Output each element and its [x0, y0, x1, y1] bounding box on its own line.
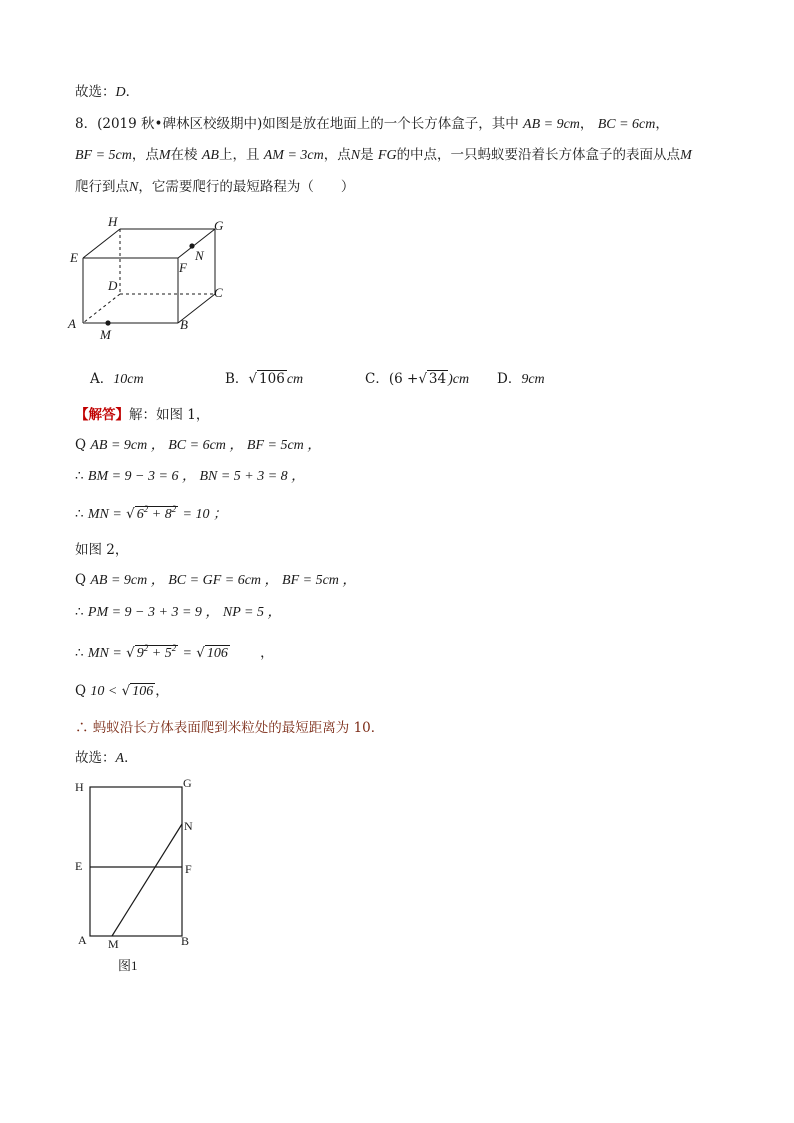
label-g: G	[214, 218, 224, 233]
net-label-e: E	[75, 859, 83, 873]
edge-da	[83, 294, 120, 323]
label-d: D	[108, 278, 118, 293]
edge-eh	[83, 229, 120, 258]
solution-answer: 故选：A．	[75, 750, 138, 766]
label-h: H	[108, 214, 118, 229]
option-c: C．(6 +√ 34 )cm	[365, 371, 470, 387]
problem-line-1: 8．(2019 秋•碑林区校级期中)如图是放在地面上的一个长方体盒子，其中 AB = 9cm， BC = 6cm，	[75, 116, 669, 132]
solution-fig2-step: ∴ PM = 9 − 3 + 3 = 9 ， NP = 5 ，	[75, 604, 282, 620]
point-m	[105, 320, 110, 325]
option-a: A．10cm	[90, 371, 144, 387]
solution-conclusion: ∴ 蚂蚁沿长方体表面爬到米粒处的最短距离为 10．	[75, 720, 385, 736]
solution-heading: 【解答】解：如图 1，	[75, 407, 210, 423]
net-label-a: A	[78, 933, 87, 947]
net-label-n: N	[184, 819, 193, 833]
net-label-b: B	[181, 934, 190, 948]
net-label-f: F	[185, 862, 192, 876]
solution-fig2-given: Q AB = 9cm ， BC = GF = 6cm ， BF = 5cm ，	[75, 572, 357, 588]
label-e: E	[70, 250, 78, 265]
net-label-m: M	[108, 937, 119, 951]
net-label-g: G	[183, 776, 192, 790]
box-figure	[62, 210, 242, 350]
label-b: B	[180, 317, 188, 332]
previous-answer: 故选：D．	[75, 84, 140, 100]
net-caption: 图1	[118, 958, 138, 973]
point-n	[189, 243, 194, 248]
problem-line-3: 爬行到点N，它需要爬行的最短路程为（ ）	[75, 179, 355, 195]
label-n: N	[195, 248, 204, 263]
net-rectangle	[90, 787, 182, 936]
net-figure	[72, 775, 212, 980]
solution-fig1-mn: ∴ MN = √ $6^2 + 8^2 = 10$ ；	[75, 504, 227, 522]
solution-fig1-given: Q AB = 9cm ， BC = 6cm ， BF = 5cm ，	[75, 437, 322, 453]
net-label-h: H	[75, 780, 84, 794]
label-a: A	[68, 316, 76, 331]
option-d: D．9cm	[497, 371, 545, 387]
label-f: F	[179, 260, 187, 275]
solution-fig2-mn: ∴ MN = √ $9^2 + 5^2$ = √ 106 ，	[75, 643, 274, 661]
solution-fig1-step: ∴ BM = 9 − 3 = 6 ， BN = 5 + 3 = 8 ，	[75, 468, 306, 484]
label-m: M	[100, 327, 111, 342]
option-b: B．√ 106 cm	[225, 371, 304, 387]
label-c: C	[214, 285, 223, 300]
solution-fig2-intro: 如图 2，	[75, 542, 129, 558]
net-path-mn	[112, 824, 182, 936]
problem-line-2: BF = 5cm，点M在棱 AB上，且 AM = 3cm，点N是 FG的中点，一只蚂蚁要沿着长方体盒子的表面从点M	[75, 147, 692, 163]
solution-compare: Q 10 < √ 106 ，	[75, 683, 169, 699]
